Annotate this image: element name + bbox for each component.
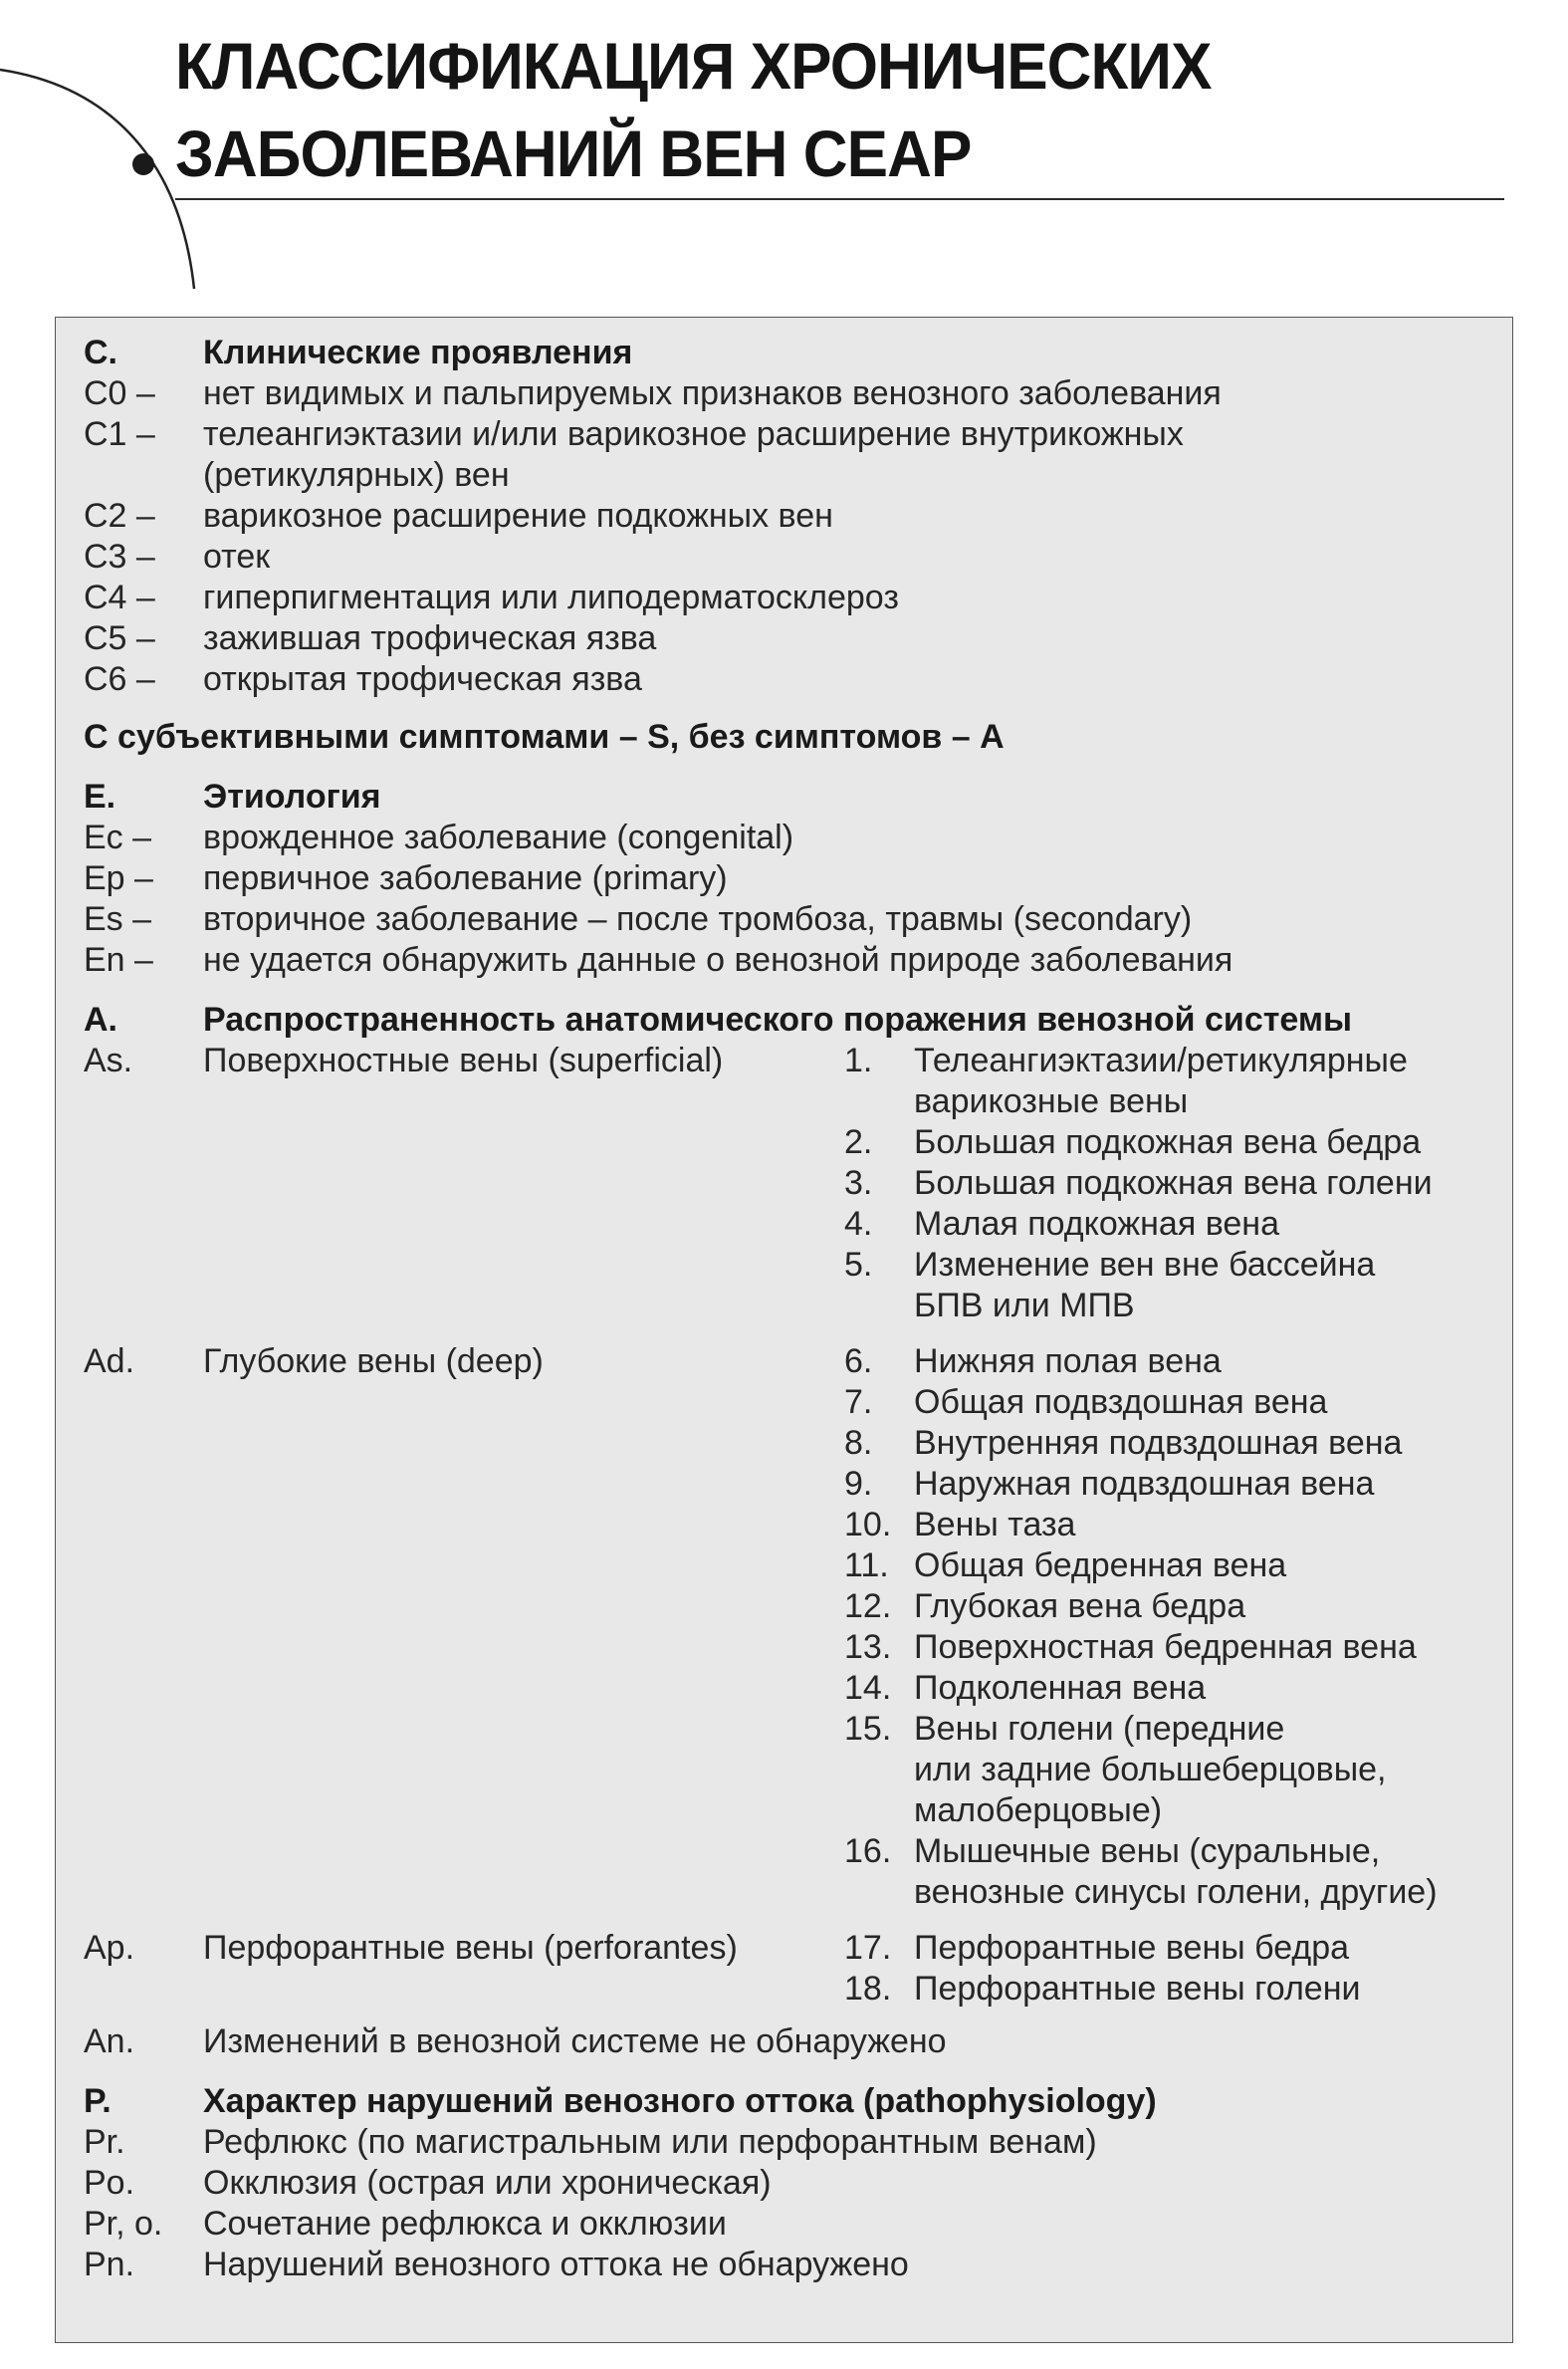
item-number: 7. — [844, 1383, 873, 1421]
list-item — [84, 658, 1502, 700]
item-code: Ad. — [84, 1342, 135, 1380]
item-number: 9. — [844, 1465, 873, 1503]
section-pathophysiology-heading — [84, 2080, 1502, 2122]
anatomy-row — [84, 1927, 1502, 1969]
anatomy-row — [84, 1585, 1502, 1627]
item-number: 16. — [844, 1832, 892, 1870]
anatomy-row-continuation — [84, 1749, 1502, 1790]
item-code: Pr. — [84, 2123, 125, 2161]
item-text: нет видимых и пальпируемых признаков венозного заболевания — [203, 374, 1222, 412]
item-label: Поверхностные вены (superficial) — [203, 1042, 724, 1079]
title-line-1: КЛАССИФИКАЦИЯ ХРОНИЧЕСКИХ — [175, 29, 1212, 103]
page-title — [175, 22, 1212, 197]
item-number: 18. — [844, 1970, 892, 2008]
item-number: 5. — [844, 1246, 873, 1284]
anatomy-row-continuation — [84, 1789, 1502, 1831]
list-item — [84, 495, 1502, 537]
item-code: Pn. — [84, 2246, 135, 2283]
anatomy-row — [84, 1162, 1502, 1204]
anatomy-row — [84, 1244, 1502, 1286]
anatomy-row — [84, 1340, 1502, 1382]
anatomy-row — [84, 1504, 1502, 1545]
anatomy-row — [84, 1968, 1502, 2010]
item-code: C0 – — [84, 374, 155, 412]
section-code: P. — [84, 2082, 112, 2120]
list-item — [84, 2121, 1502, 2163]
list-item — [84, 2162, 1502, 2204]
item-code: Po. — [84, 2164, 135, 2202]
item-label: Перфорантные вены (perforantes) — [203, 1929, 738, 1967]
item-code: C2 – — [84, 497, 155, 535]
anatomy-row — [84, 1203, 1502, 1245]
item-number: 14. — [844, 1669, 892, 1707]
item-text: открытая трофическая язва — [203, 660, 642, 698]
item-number: 17. — [844, 1929, 892, 1967]
item-number: 11. — [844, 1546, 889, 1584]
list-item-continuation — [84, 454, 1502, 496]
item-code: Pr, o. — [84, 2205, 163, 2243]
item-text: Общая бедренная вена — [914, 1546, 1287, 1584]
anatomy-row — [84, 1830, 1502, 1872]
item-text: малоберцовые) — [914, 1791, 1163, 1829]
item-text: не удается обнаружить данные о венозной природе заболевания — [203, 941, 1233, 979]
item-text: врожденное заболевание (congenital) — [203, 819, 794, 856]
item-text: БПВ или МПВ — [914, 1287, 1135, 1324]
list-item — [84, 857, 1502, 899]
item-text: Сочетание рефлюкса и окклюзии — [203, 2205, 727, 2243]
item-label: Глубокие вены (deep) — [203, 1342, 544, 1380]
anatomy-row — [84, 1381, 1502, 1423]
anatomy-row — [84, 1121, 1502, 1163]
item-code: En – — [84, 941, 153, 979]
list-item — [84, 372, 1502, 414]
section-clinical-heading — [84, 332, 1502, 373]
list-item — [84, 413, 1502, 455]
anatomy-row-continuation — [84, 1080, 1502, 1122]
item-number: 1. — [844, 1042, 873, 1079]
item-text: вторичное заболевание – после тромбоза, травмы (secondary) — [203, 900, 1193, 938]
item-code: Es – — [84, 900, 152, 938]
list-item — [84, 898, 1502, 940]
title-line-2: ЗАБОЛЕВАНИЙ ВЕН CEAP — [175, 117, 972, 190]
item-code: Ec – — [84, 819, 152, 856]
item-code: C3 – — [84, 538, 155, 576]
item-code: C5 – — [84, 619, 155, 657]
item-text: или задние большеберцовые, — [914, 1751, 1387, 1788]
item-code: C4 – — [84, 579, 155, 616]
anatomy-row — [84, 1626, 1502, 1668]
item-text: Малая подкожная вена — [914, 1205, 1279, 1243]
item-number: 15. — [844, 1710, 892, 1748]
item-text: Общая подвздошная вена — [914, 1383, 1328, 1421]
item-text: Мышечные вены (суральные, — [914, 1832, 1381, 1870]
item-text: Большая подкожная вена голени — [914, 1164, 1433, 1202]
anatomy-row — [84, 1463, 1502, 1505]
item-text: Нижняя полая вена — [914, 1342, 1222, 1380]
anatomy-row — [84, 1667, 1502, 1709]
item-text: отек — [203, 538, 271, 576]
item-number: 4. — [844, 1205, 873, 1243]
section-etiology-heading — [84, 776, 1502, 818]
item-text: телеангиэктазии и/или варикозное расширение внутрикожных — [203, 415, 1184, 453]
section-title: Этиология — [203, 778, 381, 816]
item-text: гиперпигментация или липодерматосклероз — [203, 579, 899, 616]
item-text: Вены таза — [914, 1506, 1076, 1543]
note-text: С субъективными симптомами – S, без симптомов – A — [84, 718, 1005, 756]
item-text: Перфорантные вены голени — [914, 1970, 1361, 2008]
item-text: Рефлюкс (по магистральным или перфорантным венам) — [203, 2123, 1097, 2161]
anatomy-row — [84, 2020, 1502, 2062]
item-code: C1 – — [84, 415, 155, 453]
item-number: 12. — [844, 1587, 892, 1625]
item-text: Перфорантные вены бедра — [914, 1929, 1350, 1967]
item-text: Наружная подвздошная вена — [914, 1465, 1375, 1503]
anatomy-row — [84, 1708, 1502, 1750]
item-text: зажившая трофическая язва — [203, 619, 657, 657]
item-text: Телеангиэктазии/ретикулярные — [914, 1042, 1408, 1079]
item-code: An. — [84, 2022, 135, 2060]
item-text: Изменение вен вне бассейна — [914, 1246, 1376, 1284]
item-text: варикозные вены — [914, 1082, 1189, 1120]
item-number: 6. — [844, 1342, 873, 1380]
section-title: Характер нарушений венозного оттока (pathophysiology) — [203, 2082, 1157, 2120]
item-text: (ретикулярных) вен — [203, 456, 510, 494]
list-item — [84, 2244, 1502, 2285]
item-text: Подколенная вена — [914, 1669, 1207, 1707]
section-code: A. — [84, 1001, 117, 1039]
item-number: 8. — [844, 1424, 873, 1462]
list-item — [84, 536, 1502, 578]
section-title: Клинические проявления — [203, 334, 633, 371]
section-code: E. — [84, 778, 116, 816]
item-number: 10. — [844, 1506, 892, 1543]
item-text: венозные синусы голени, другие) — [914, 1873, 1438, 1911]
item-code: Ep – — [84, 859, 153, 897]
item-label: Изменений в венозной системе не обнаружено — [203, 2022, 947, 2060]
item-number: 3. — [844, 1164, 873, 1202]
item-text: Глубокая вена бедра — [914, 1587, 1246, 1625]
item-text: Поверхностная бедренная вена — [914, 1628, 1417, 1666]
anatomy-row — [84, 1422, 1502, 1464]
list-item — [84, 939, 1502, 981]
section-code: C. — [84, 334, 117, 371]
item-code: As. — [84, 1042, 133, 1079]
symptoms-note — [84, 716, 1502, 758]
list-item — [84, 617, 1502, 659]
item-text: Внутренняя подвздошная вена — [914, 1424, 1403, 1462]
item-text: Большая подкожная вена бедра — [914, 1123, 1422, 1161]
item-text: Нарушений венозного оттока не обнаружено — [203, 2246, 909, 2283]
item-number: 2. — [844, 1123, 873, 1161]
anatomy-row — [84, 1544, 1502, 1586]
item-text: первичное заболевание (primary) — [203, 859, 728, 897]
list-item — [84, 817, 1502, 858]
item-number: 13. — [844, 1628, 892, 1666]
classification-table — [55, 317, 1513, 2343]
item-text: варикозное расширение подкожных вен — [203, 497, 833, 535]
title-divider — [175, 198, 1504, 200]
list-item — [84, 577, 1502, 618]
item-text: Вены голени (передние — [914, 1710, 1285, 1748]
item-code: C6 – — [84, 660, 155, 698]
anatomy-row-continuation — [84, 1871, 1502, 1913]
section-anatomy-heading — [84, 999, 1502, 1041]
section-title: Распространенность анатомического поражения венозной системы — [203, 1001, 1353, 1039]
anatomy-row-continuation — [84, 1285, 1502, 1326]
item-text: Окклюзия (острая или хроническая) — [203, 2164, 772, 2202]
item-code: Ap. — [84, 1929, 135, 1967]
list-item — [84, 2203, 1502, 2245]
anatomy-row — [84, 1040, 1502, 1081]
